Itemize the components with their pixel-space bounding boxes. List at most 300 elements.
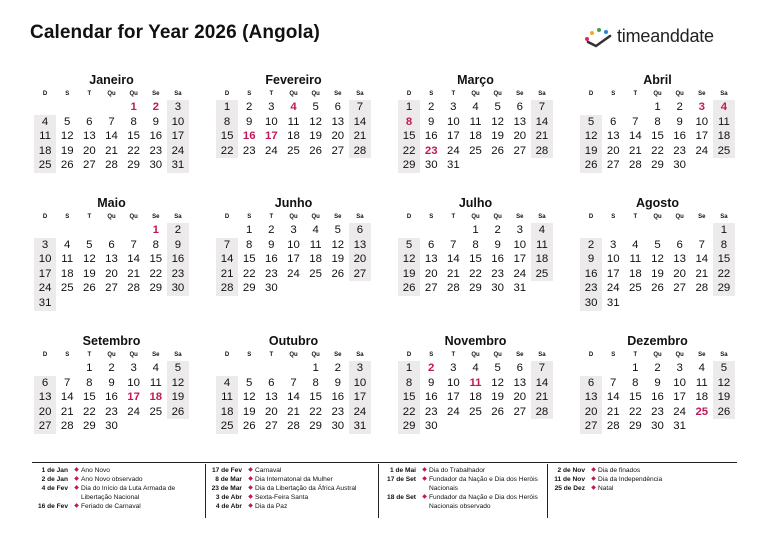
day-cell: 20 xyxy=(331,130,345,143)
weekday-label: Qu xyxy=(107,214,116,220)
day-cell: 4 xyxy=(152,362,159,374)
day-cell: 12 xyxy=(580,129,602,144)
day-cell: 24 xyxy=(695,144,709,157)
day-cell: 15 xyxy=(309,391,322,404)
day-cell: 21 xyxy=(216,267,238,282)
holiday-date: 25 de Dez xyxy=(554,485,585,492)
holiday-day-cell: 23 xyxy=(424,144,438,157)
weekday-label: Se xyxy=(334,91,342,97)
weekday-label: D xyxy=(224,91,230,97)
day-cell: 16 xyxy=(651,391,664,404)
day-cell: 4 xyxy=(64,238,71,251)
day-cell: 4 xyxy=(531,223,553,238)
holiday-entry xyxy=(206,484,376,493)
empty-cell xyxy=(624,100,646,115)
day-cell: 14 xyxy=(216,252,238,267)
day-cell: 16 xyxy=(331,391,345,404)
month-novembro xyxy=(398,333,553,434)
holiday-name: Dia da Libertação da África Austral xyxy=(255,485,357,492)
bullet-icon: ◆ xyxy=(74,476,79,482)
bullet-icon: ◆ xyxy=(422,476,427,482)
day-cell: 23 xyxy=(331,405,345,418)
holiday-day-cell: 3 xyxy=(698,101,705,113)
weekday-label: D xyxy=(588,214,594,220)
weekday-label: S xyxy=(611,352,616,358)
bullet-icon: ◆ xyxy=(422,467,427,473)
weekday-label: Sa xyxy=(720,352,728,358)
weekday-label: T xyxy=(269,352,274,358)
day-cell: 10 xyxy=(513,238,527,251)
day-cell: 20 xyxy=(513,391,527,404)
day-cell: 7 xyxy=(130,238,137,251)
empty-cell xyxy=(602,223,624,238)
day-cell: 23 xyxy=(651,405,664,418)
day-cell: 18 xyxy=(713,129,735,144)
day-cell: 24 xyxy=(127,405,140,418)
day-grid xyxy=(34,223,189,311)
day-cell: 26 xyxy=(398,281,420,296)
weekday-label: Qu xyxy=(107,91,116,97)
day-cell: 28 xyxy=(216,281,238,296)
bullet-icon: ◆ xyxy=(248,467,253,473)
weekday-header xyxy=(34,88,189,100)
day-cell: 12 xyxy=(713,376,735,391)
day-cell: 30 xyxy=(673,159,686,172)
bullet-icon: ◆ xyxy=(591,485,596,491)
holiday-date: 4 de Fev xyxy=(41,485,68,492)
weekday-label: Se xyxy=(152,91,160,97)
day-cell: 26 xyxy=(167,405,189,420)
day-cell: 27 xyxy=(673,282,686,295)
holiday-entry xyxy=(206,502,376,511)
day-cell: 15 xyxy=(629,391,642,404)
day-cell: 3 xyxy=(349,361,371,376)
month-junho xyxy=(216,195,371,296)
day-cell: 24 xyxy=(673,405,686,418)
day-cell: 24 xyxy=(447,144,460,157)
day-cell: 10 xyxy=(673,376,686,389)
day-cell: 9 xyxy=(167,238,189,253)
holiday-date: 17 de Fev xyxy=(211,467,242,474)
day-cell: 3 xyxy=(450,101,457,113)
weekday-label: Qu xyxy=(289,91,298,97)
weekday-label: Se xyxy=(698,214,706,220)
day-cell: 20 xyxy=(83,144,96,157)
holiday-day-cell: 1 xyxy=(152,224,159,236)
holiday-entry xyxy=(32,502,204,511)
day-cell: 21 xyxy=(695,267,709,280)
day-cell: 6 xyxy=(516,101,523,113)
day-cell: 13 xyxy=(349,238,371,253)
day-cell: 14 xyxy=(531,376,553,391)
day-cell: 13 xyxy=(331,115,345,128)
day-cell: 28 xyxy=(105,159,118,172)
weekday-label: Se xyxy=(516,91,524,97)
day-grid xyxy=(216,361,371,434)
month-name: Abril xyxy=(643,73,672,87)
day-cell: 21 xyxy=(531,390,553,405)
day-cell: 25 xyxy=(469,405,482,418)
day-cell: 30 xyxy=(651,420,664,433)
day-cell: 26 xyxy=(331,267,345,280)
day-cell: 14 xyxy=(349,115,371,130)
weekday-label: Sa xyxy=(356,91,364,97)
weekday-label: Sa xyxy=(538,91,546,97)
day-cell: 12 xyxy=(83,253,96,266)
holiday-date: 2 de Nov xyxy=(557,467,585,474)
day-cell: 1 xyxy=(472,224,479,236)
month-março xyxy=(398,72,553,173)
day-cell: 30 xyxy=(149,159,163,172)
day-cell: 20 xyxy=(606,144,620,157)
weekday-header xyxy=(216,211,371,223)
day-cell: 5 xyxy=(86,238,93,251)
day-cell: 14 xyxy=(695,253,709,266)
month-name: Setembro xyxy=(82,334,141,348)
weekday-label: Qu xyxy=(493,352,502,358)
empty-cell xyxy=(34,223,56,238)
day-cell: 6 xyxy=(108,238,115,251)
weekday-label: T xyxy=(451,214,456,220)
day-cell: 15 xyxy=(149,253,163,266)
weekday-label: S xyxy=(247,352,252,358)
day-cell: 2 xyxy=(580,238,602,253)
weekday-label: Qu xyxy=(129,91,138,97)
holiday-entry xyxy=(380,493,545,511)
weekday-label: S xyxy=(611,91,616,97)
empty-cell xyxy=(123,223,145,238)
divider xyxy=(32,462,737,463)
day-cell: 14 xyxy=(105,130,118,143)
month-name: Dezembro xyxy=(627,334,688,348)
bullet-icon: ◆ xyxy=(591,476,596,482)
day-cell: 12 xyxy=(398,252,420,267)
day-cell: 31 xyxy=(349,419,371,434)
day-cell: 26 xyxy=(242,420,256,433)
day-cell: 31 xyxy=(513,282,527,295)
weekday-label: Qu xyxy=(471,91,480,97)
weekday-label: Qu xyxy=(675,352,684,358)
month-name: Janeiro xyxy=(89,73,134,87)
empty-cell xyxy=(420,223,442,238)
day-cell: 24 xyxy=(167,144,189,159)
weekday-label: S xyxy=(429,352,434,358)
day-cell: 19 xyxy=(167,390,189,405)
weekday-label: Sa xyxy=(538,214,546,220)
day-cell: 13 xyxy=(513,376,527,389)
day-cell: 13 xyxy=(606,130,620,143)
weekday-label: D xyxy=(588,352,594,358)
empty-cell xyxy=(624,223,646,238)
day-cell: 3 xyxy=(516,224,523,236)
day-cell: 14 xyxy=(287,391,300,404)
day-cell: 25 xyxy=(60,282,74,295)
weekday-label: Qu xyxy=(675,214,684,220)
holiday-name: Natal xyxy=(598,485,614,492)
month-abril xyxy=(580,72,735,173)
day-cell: 10 xyxy=(265,115,278,128)
day-cell: 31 xyxy=(673,420,686,433)
day-cell: 27 xyxy=(513,144,527,157)
day-cell: 13 xyxy=(265,391,278,404)
day-cell: 28 xyxy=(349,144,371,159)
day-cell: 9 xyxy=(246,115,253,128)
day-cell: 20 xyxy=(265,405,278,418)
day-cell: 25 xyxy=(469,144,482,157)
holiday-name: Carnaval xyxy=(255,467,282,474)
day-cell: 1 xyxy=(654,101,661,113)
day-cell: 21 xyxy=(105,144,118,157)
day-cell: 27 xyxy=(349,267,371,282)
day-cell: 30 xyxy=(331,420,345,433)
day-cell: 24 xyxy=(447,405,460,418)
weekday-header xyxy=(216,349,371,361)
day-cell: 15 xyxy=(127,130,140,143)
day-cell: 28 xyxy=(695,282,709,295)
day-cell: 4 xyxy=(472,362,479,374)
empty-cell xyxy=(78,100,100,115)
holiday-day-cell: 16 xyxy=(242,130,256,143)
holiday-day-cell: 25 xyxy=(695,405,709,418)
day-cell: 7 xyxy=(216,238,238,253)
holiday-date: 3 de Abr xyxy=(215,494,242,501)
weekday-label: Se xyxy=(334,352,342,358)
weekday-label: Qu xyxy=(653,91,662,97)
weekday-label: T xyxy=(269,214,274,220)
day-grid xyxy=(580,361,735,434)
day-cell: 2 xyxy=(654,362,661,374)
day-cell: 9 xyxy=(428,376,435,389)
month-fevereiro xyxy=(216,72,371,158)
day-cell: 7 xyxy=(698,238,705,251)
day-cell: 20 xyxy=(105,267,118,280)
bullet-icon: ◆ xyxy=(248,503,253,509)
day-cell: 3 xyxy=(610,238,617,251)
day-cell: 10 xyxy=(34,252,56,267)
day-cell: 7 xyxy=(108,115,115,128)
day-cell: 14 xyxy=(127,253,140,266)
day-cell: 3 xyxy=(167,100,189,115)
empty-cell xyxy=(602,100,624,115)
weekday-label: Qu xyxy=(311,352,320,358)
day-cell: 1 xyxy=(713,223,735,238)
weekday-label: S xyxy=(65,214,70,220)
day-cell: 3 xyxy=(676,362,683,374)
timeanddate-logo[interactable] xyxy=(582,24,714,48)
day-cell: 3 xyxy=(268,101,275,113)
month-name: Maio xyxy=(97,196,126,210)
day-cell: 19 xyxy=(83,267,96,280)
day-cell: 9 xyxy=(108,376,115,389)
day-cell: 17 xyxy=(695,130,709,143)
day-cell: 18 xyxy=(531,252,553,267)
weekday-label: T xyxy=(633,91,638,97)
page-title: Calendar for Year 2026 (Angola) xyxy=(30,22,320,43)
day-cell: 13 xyxy=(105,253,118,266)
day-cell: 5 xyxy=(654,238,661,251)
holiday-day-cell: 1 xyxy=(130,101,137,113)
holiday-date: 11 de Nov xyxy=(554,476,585,483)
weekday-label: Sa xyxy=(174,214,182,220)
day-cell: 15 xyxy=(713,252,735,267)
day-cell: 25 xyxy=(287,144,300,157)
holiday-entry xyxy=(206,466,376,475)
day-cell: 29 xyxy=(242,282,256,295)
day-cell: 22 xyxy=(398,405,420,420)
holiday-date: 23 de Mar xyxy=(211,485,242,492)
day-cell: 11 xyxy=(287,115,300,128)
day-cell: 10 xyxy=(695,115,709,128)
day-cell: 27 xyxy=(606,159,620,172)
day-cell: 11 xyxy=(713,115,735,130)
day-cell: 30 xyxy=(105,420,118,433)
holiday-day-cell: 8 xyxy=(398,115,420,130)
holiday-date: 4 de Abr xyxy=(215,503,242,510)
bullet-icon: ◆ xyxy=(248,476,253,482)
day-cell: 24 xyxy=(513,267,527,280)
day-cell: 8 xyxy=(130,115,137,128)
weekday-header xyxy=(580,211,735,223)
day-cell: 29 xyxy=(398,419,420,434)
day-cell: 22 xyxy=(242,267,256,280)
month-name: Outubro xyxy=(268,334,319,348)
month-maio xyxy=(34,195,189,311)
holiday-entry xyxy=(206,493,376,502)
day-cell: 20 xyxy=(673,267,686,280)
weekday-label: D xyxy=(42,91,48,97)
day-cell: 9 xyxy=(268,238,275,251)
day-cell: 28 xyxy=(287,420,300,433)
day-cell: 25 xyxy=(149,405,163,418)
day-cell: 31 xyxy=(34,296,56,311)
day-cell: 14 xyxy=(447,253,460,266)
month-julho xyxy=(398,195,553,296)
day-cell: 27 xyxy=(105,282,118,295)
day-cell: 14 xyxy=(606,391,620,404)
weekday-label: Qu xyxy=(289,352,298,358)
empty-cell xyxy=(646,223,668,238)
holiday-day-cell: 2 xyxy=(428,362,435,374)
day-cell: 29 xyxy=(83,420,96,433)
day-cell: 17 xyxy=(447,130,460,143)
day-cell: 17 xyxy=(34,267,56,282)
weekday-label: Qu xyxy=(675,91,684,97)
day-cell: 30 xyxy=(491,282,504,295)
bullet-icon: ◆ xyxy=(74,467,79,473)
weekday-header xyxy=(398,349,553,361)
holiday-name: Dia da Independência xyxy=(598,476,663,483)
day-cell: 23 xyxy=(167,267,189,282)
day-cell: 20 xyxy=(424,267,438,280)
day-cell: 20 xyxy=(513,130,527,143)
day-cell: 21 xyxy=(287,405,300,418)
day-cell: 29 xyxy=(713,281,735,296)
weekday-label: S xyxy=(429,214,434,220)
weekday-label: Se xyxy=(698,352,706,358)
day-cell: 4 xyxy=(472,101,479,113)
day-cell: 7 xyxy=(531,100,553,115)
day-grid xyxy=(580,223,735,311)
empty-cell xyxy=(238,361,260,376)
holiday-name: Fundador da Nação e Dia dos Heróis Nacionais xyxy=(429,476,538,492)
day-cell: 5 xyxy=(64,115,71,128)
day-cell: 20 xyxy=(349,252,371,267)
weekday-label: Sa xyxy=(538,352,546,358)
day-cell: 23 xyxy=(265,267,278,280)
day-cell: 26 xyxy=(309,144,322,157)
day-cell: 10 xyxy=(606,253,620,266)
month-name: Julho xyxy=(458,196,493,210)
day-cell: 2 xyxy=(167,223,189,238)
bullet-icon: ◆ xyxy=(422,494,427,500)
holiday-entry xyxy=(32,475,204,484)
day-cell: 15 xyxy=(398,390,420,405)
day-cell: 18 xyxy=(287,130,300,143)
day-cell: 25 xyxy=(531,267,553,282)
day-cell: 22 xyxy=(127,144,140,157)
weekday-label: Se xyxy=(698,91,706,97)
weekday-label: T xyxy=(269,91,274,97)
empty-cell xyxy=(34,100,56,115)
day-cell: 6 xyxy=(428,238,435,251)
day-cell: 4 xyxy=(216,376,238,391)
day-cell: 22 xyxy=(398,144,420,159)
holiday-name: Feriado de Carnaval xyxy=(81,503,141,510)
day-cell: 8 xyxy=(398,376,420,391)
holiday-date: 18 de Set xyxy=(387,494,416,501)
day-cell: 18 xyxy=(60,267,74,280)
day-cell: 29 xyxy=(629,420,642,433)
holiday-name: Ano Novo observado xyxy=(81,476,143,483)
empty-cell xyxy=(100,223,122,238)
weekday-label: D xyxy=(406,91,412,97)
holiday-entry xyxy=(549,466,719,475)
holiday-column xyxy=(206,466,376,511)
day-cell: 11 xyxy=(469,115,482,128)
empty-cell xyxy=(56,100,78,115)
day-cell: 25 xyxy=(309,267,322,280)
day-cell: 21 xyxy=(531,129,553,144)
day-cell: 10 xyxy=(349,376,371,391)
bullet-icon: ◆ xyxy=(591,467,596,473)
day-cell: 24 xyxy=(349,405,371,420)
day-cell: 26 xyxy=(60,159,74,172)
weekday-label: Qu xyxy=(653,352,662,358)
day-cell: 25 xyxy=(713,144,735,159)
day-cell: 15 xyxy=(469,253,482,266)
empty-cell xyxy=(100,100,122,115)
day-cell: 7 xyxy=(450,238,457,251)
holiday-entry xyxy=(206,475,376,484)
day-cell: 16 xyxy=(673,130,686,143)
day-cell: 2 xyxy=(428,101,435,113)
day-cell: 1 xyxy=(398,100,420,115)
day-cell: 5 xyxy=(494,362,501,374)
day-cell: 5 xyxy=(167,361,189,376)
day-cell: 12 xyxy=(309,115,322,128)
empty-cell xyxy=(691,223,713,238)
day-cell: 26 xyxy=(651,282,664,295)
month-dezembro xyxy=(580,333,735,434)
day-cell: 20 xyxy=(580,405,602,420)
day-cell: 26 xyxy=(491,144,504,157)
day-cell: 29 xyxy=(149,282,163,295)
day-cell: 6 xyxy=(349,223,371,238)
day-grid xyxy=(398,361,553,434)
weekday-label: T xyxy=(633,214,638,220)
day-cell: 26 xyxy=(83,282,96,295)
empty-cell xyxy=(602,361,624,376)
